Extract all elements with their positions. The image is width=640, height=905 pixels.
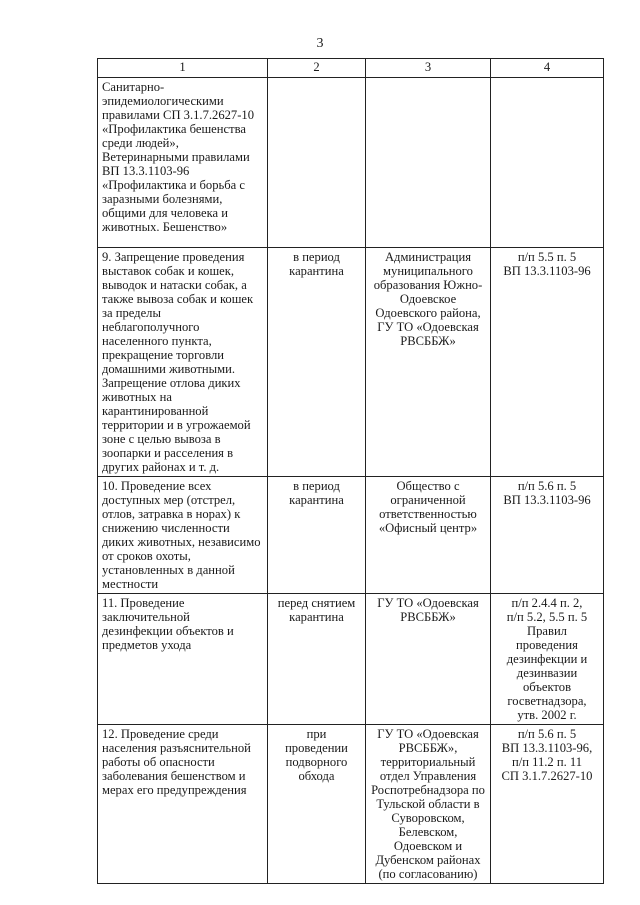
measure-cell: 12. Проведение среди населения разъяснительной работы об опасности заболевания бешенством и мерах его предупреждения (98, 725, 268, 884)
column-header-1: 1 (98, 59, 268, 78)
column-header-2: 2 (268, 59, 366, 78)
table-row (98, 477, 604, 594)
measure-cell: 9. Запрещение проведения выставок собак и кошек, выводок и натаски собак, а также вывоза собак и кошек за пределы неблагополучного населенного пункта, прекращение торговли домашними животными. Запрещение отлова диких животных на карантинированной территории и в угрожаемой зоне с целью вывоза в зоопарки и расселения в других районах и т. д. (98, 248, 268, 477)
basis-cell: п/п 2.4.4 п. 2, п/п 5.2, 5.5 п. 5 Правил проведения дезинфекции и дезинвазии объектов госветнадзора, утв. 2002 г. (491, 594, 604, 725)
executor-cell (366, 78, 491, 248)
table-row (98, 725, 604, 884)
page-number: 3 (316, 36, 324, 51)
column-header-3: 3 (366, 59, 491, 78)
period-cell: в период карантина (268, 477, 366, 594)
basis-cell: п/п 5.5 п. 5 ВП 13.3.1103-96 (491, 248, 604, 477)
measure-cell: Санитарно- эпидемиологическими правилами СП 3.1.7.2627-10 «Профилактика бешенства среди людей», Ветеринарными правилами ВП 13.3.1103-96 «Профилактика и борьба с заразными болезнями, общими для человека и животных. Бешенство» (98, 78, 268, 248)
period-cell: в период карантина (268, 248, 366, 477)
period-cell (268, 78, 366, 248)
basis-cell: п/п 5.6 п. 5 ВП 13.3.1103-96 (491, 477, 604, 594)
executor-cell: Администрация муниципального образования Южно- Одоевское Одоевского района, ГУ ТО «Одоевская РВСББЖ» (366, 248, 491, 477)
table-row (98, 594, 604, 725)
measure-cell: 11. Проведение заключительной дезинфекции объектов и предметов ухода (98, 594, 268, 725)
period-cell: перед снятием карантина (268, 594, 366, 725)
period-cell: при проведении подворного обхода (268, 725, 366, 884)
table-row (98, 78, 604, 248)
basis-cell (491, 78, 604, 248)
basis-cell: п/п 5.6 п. 5 ВП 13.3.1103-96, п/п 11.2 п. 11 СП 3.1.7.2627-10 (491, 725, 604, 884)
executor-cell: ГУ ТО «Одоевская РВСББЖ», территориальный отдел Управления Роспотребнадзора по Тульской области в Суворовском, Белевском, Одоевском и Дубенском районах (по согласованию) (366, 725, 491, 884)
column-header-4: 4 (491, 59, 604, 78)
measure-cell: 10. Проведение всех доступных мер (отстрел, отлов, затравка в норах) к снижению численности диких животных, независимо от сроков охоты, установленных в данной местности (98, 477, 268, 594)
executor-cell: ГУ ТО «Одоевская РВСББЖ» (366, 594, 491, 725)
table-header-row (98, 59, 604, 78)
measures-table (97, 58, 604, 884)
table-row (98, 248, 604, 477)
executor-cell: Общество с ограниченной ответственностью «Офисный центр» (366, 477, 491, 594)
